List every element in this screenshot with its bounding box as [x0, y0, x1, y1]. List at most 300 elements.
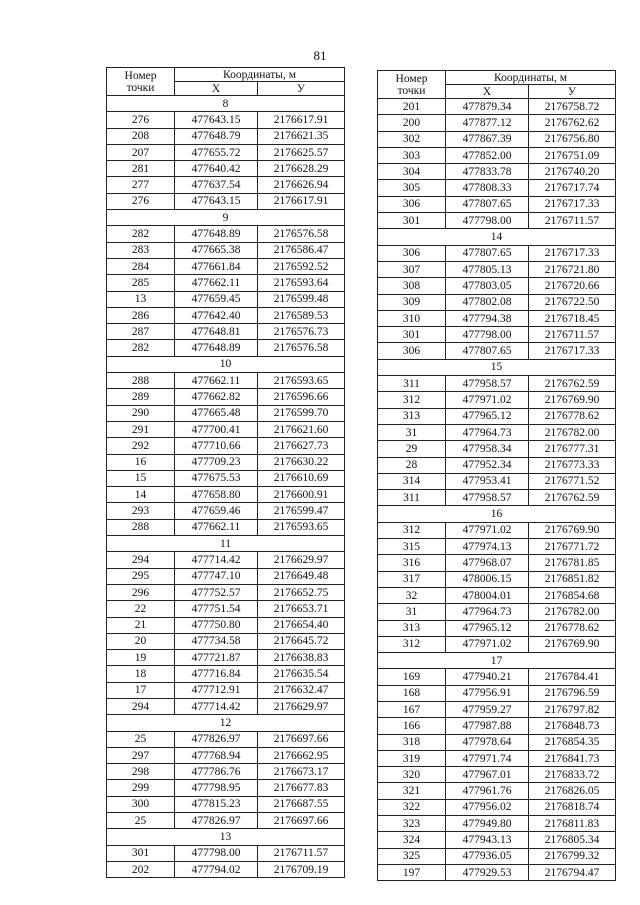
x-coordinate-cell: 477971.02	[446, 522, 529, 538]
group-label: 13	[107, 829, 345, 845]
group-label: 11	[107, 536, 345, 552]
point-number-cell: 300	[107, 796, 175, 812]
point-number-cell: 293	[107, 503, 175, 519]
x-coordinate-cell: 477987.88	[446, 718, 529, 734]
table-row	[378, 555, 616, 571]
x-coordinate-cell: 477929.53	[446, 864, 529, 880]
x-coordinate-cell: 477974.13	[446, 539, 529, 555]
x-coordinate-cell: 478004.01	[446, 587, 529, 603]
point-number-cell: 287	[107, 324, 175, 340]
point-number-cell: 292	[107, 438, 175, 454]
x-coordinate-cell: 477802.08	[446, 294, 529, 310]
y-coordinate-cell: 2176811.83	[529, 816, 616, 832]
table-row	[378, 164, 616, 180]
x-coordinate-cell: 477712.91	[175, 682, 258, 698]
point-number-cell: 167	[378, 701, 446, 717]
group-row	[107, 210, 345, 226]
y-coordinate-cell: 2176740.20	[529, 164, 616, 180]
point-number-cell: 307	[378, 261, 446, 277]
y-coordinate-cell: 2176662.95	[258, 747, 345, 763]
x-coordinate-cell: 477952.34	[446, 457, 529, 473]
x-coordinate-cell: 477662.11	[175, 519, 258, 535]
y-coordinate-cell: 2176673.17	[258, 764, 345, 780]
point-number-cell: 314	[378, 473, 446, 489]
table-row	[107, 291, 345, 307]
y-coordinate-cell: 2176629.97	[258, 552, 345, 568]
x-coordinate-cell: 477747.10	[175, 568, 258, 584]
point-number-cell: 309	[378, 294, 446, 310]
x-coordinate-cell: 477805.13	[446, 261, 529, 277]
x-coordinate-cell: 477956.91	[446, 685, 529, 701]
coordinates-table-right	[377, 70, 616, 881]
x-coordinate-cell: 477953.41	[446, 473, 529, 489]
table-row	[378, 245, 616, 261]
header-point-line2: точки	[397, 84, 426, 97]
table-row	[378, 131, 616, 147]
x-coordinate-cell: 477658.80	[175, 487, 258, 503]
table-row	[107, 112, 345, 128]
y-coordinate-cell: 2176593.65	[258, 373, 345, 389]
point-number-cell: 294	[107, 552, 175, 568]
point-number-cell: 296	[107, 584, 175, 600]
table-row	[107, 764, 345, 780]
y-coordinate-cell: 2176799.32	[529, 848, 616, 864]
point-number-cell: 168	[378, 685, 446, 701]
point-number-cell: 320	[378, 767, 446, 783]
table-row	[107, 747, 345, 763]
y-coordinate-cell: 2176778.62	[529, 620, 616, 636]
table-row	[107, 275, 345, 291]
point-number-cell: 29	[378, 441, 446, 457]
x-coordinate-cell: 477867.39	[446, 131, 529, 147]
table-row	[378, 604, 616, 620]
point-number-cell: 291	[107, 421, 175, 437]
y-coordinate-cell: 2176851.82	[529, 571, 616, 587]
x-coordinate-cell: 477665.38	[175, 242, 258, 258]
x-coordinate-cell: 477714.42	[175, 552, 258, 568]
point-number-cell: 19	[107, 650, 175, 666]
point-number-cell: 14	[107, 487, 175, 503]
point-number-cell: 303	[378, 147, 446, 163]
x-coordinate-cell: 477648.89	[175, 340, 258, 356]
group-label: 15	[378, 359, 616, 375]
y-coordinate-cell: 2176721.80	[529, 261, 616, 277]
y-coordinate-cell: 2176576.73	[258, 324, 345, 340]
x-coordinate-cell: 478006.15	[446, 571, 529, 587]
point-number-cell: 197	[378, 864, 446, 880]
y-coordinate-cell: 2176593.65	[258, 519, 345, 535]
point-number-cell: 312	[378, 636, 446, 652]
x-coordinate-cell: 477956.02	[446, 799, 529, 815]
x-coordinate-cell: 477700.41	[175, 421, 258, 437]
y-coordinate-cell: 2176621.35	[258, 128, 345, 144]
y-coordinate-cell: 2176717.33	[529, 343, 616, 359]
point-number-cell: 298	[107, 764, 175, 780]
x-coordinate-cell: 477752.57	[175, 584, 258, 600]
x-coordinate-cell: 477643.15	[175, 112, 258, 128]
y-coordinate-cell: 2176677.83	[258, 780, 345, 796]
table-row	[107, 161, 345, 177]
point-number-cell: 318	[378, 734, 446, 750]
y-coordinate-cell: 2176781.85	[529, 555, 616, 571]
y-coordinate-cell: 2176782.00	[529, 604, 616, 620]
x-coordinate-cell: 477662.11	[175, 373, 258, 389]
table-row	[378, 522, 616, 538]
y-coordinate-cell: 2176630.22	[258, 454, 345, 470]
point-number-cell: 301	[378, 327, 446, 343]
table-row	[107, 307, 345, 323]
x-coordinate-cell: 477949.80	[446, 816, 529, 832]
point-number-cell: 289	[107, 389, 175, 405]
x-coordinate-cell: 477971.02	[446, 636, 529, 652]
y-coordinate-cell: 2176596.66	[258, 389, 345, 405]
y-coordinate-cell: 2176617.91	[258, 112, 345, 128]
table-row	[378, 278, 616, 294]
header-coordinates: Координаты, м	[446, 71, 616, 85]
table-row	[107, 487, 345, 503]
y-coordinate-cell: 2176848.73	[529, 718, 616, 734]
point-number-cell: 325	[378, 848, 446, 864]
table-row	[107, 650, 345, 666]
y-coordinate-cell: 2176653.71	[258, 601, 345, 617]
x-coordinate-cell: 477714.42	[175, 698, 258, 714]
x-coordinate-cell: 477659.46	[175, 503, 258, 519]
table-row	[378, 441, 616, 457]
table-row	[107, 813, 345, 829]
x-coordinate-cell: 477751.54	[175, 601, 258, 617]
x-coordinate-cell: 477640.42	[175, 161, 258, 177]
y-coordinate-cell: 2176818.74	[529, 799, 616, 815]
table-row	[107, 193, 345, 209]
x-coordinate-cell: 477958.57	[446, 490, 529, 506]
y-coordinate-cell: 2176711.57	[529, 327, 616, 343]
table-row	[107, 226, 345, 242]
x-coordinate-cell: 477965.12	[446, 408, 529, 424]
y-coordinate-cell: 2176826.05	[529, 783, 616, 799]
x-coordinate-cell: 477794.38	[446, 310, 529, 326]
y-coordinate-cell: 2176805.34	[529, 832, 616, 848]
x-coordinate-cell: 477794.02	[175, 861, 258, 877]
y-coordinate-cell: 2176769.90	[529, 392, 616, 408]
y-coordinate-cell: 2176599.48	[258, 291, 345, 307]
header-point-line1: Номер	[395, 72, 428, 85]
y-coordinate-cell: 2176652.75	[258, 584, 345, 600]
x-coordinate-cell: 477721.87	[175, 650, 258, 666]
table-row	[107, 503, 345, 519]
point-number-cell: 295	[107, 568, 175, 584]
y-coordinate-cell: 2176762.59	[529, 490, 616, 506]
x-coordinate-cell: 477710.66	[175, 438, 258, 454]
table-row	[107, 519, 345, 535]
header-point-number	[378, 71, 446, 99]
group-label: 9	[107, 210, 345, 226]
y-coordinate-cell: 2176593.64	[258, 275, 345, 291]
x-coordinate-cell: 477852.00	[446, 147, 529, 163]
y-coordinate-cell: 2176762.62	[529, 115, 616, 131]
y-coordinate-cell: 2176717.33	[529, 196, 616, 212]
group-row	[107, 715, 345, 731]
group-row	[107, 96, 345, 112]
table-row	[107, 454, 345, 470]
x-coordinate-cell: 477807.65	[446, 245, 529, 261]
point-number-cell: 321	[378, 783, 446, 799]
y-coordinate-cell: 2176773.33	[529, 457, 616, 473]
point-number-cell: 276	[107, 193, 175, 209]
table-row	[378, 848, 616, 864]
point-number-cell: 323	[378, 816, 446, 832]
table-row	[107, 258, 345, 274]
y-coordinate-cell: 2176632.47	[258, 682, 345, 698]
point-number-cell: 15	[107, 470, 175, 486]
x-coordinate-cell: 477665.48	[175, 405, 258, 421]
x-coordinate-cell: 477965.12	[446, 620, 529, 636]
y-coordinate-cell: 2176627.73	[258, 438, 345, 454]
table-row	[107, 682, 345, 698]
x-coordinate-cell: 477768.94	[175, 747, 258, 763]
y-coordinate-cell: 2176796.59	[529, 685, 616, 701]
point-number-cell: 285	[107, 275, 175, 291]
point-number-cell: 288	[107, 519, 175, 535]
table-row	[378, 457, 616, 473]
table-row	[107, 421, 345, 437]
group-row	[107, 829, 345, 845]
point-number-cell: 31	[378, 424, 446, 440]
x-coordinate-cell: 477808.33	[446, 180, 529, 196]
x-coordinate-cell: 477709.23	[175, 454, 258, 470]
table-row	[378, 196, 616, 212]
table-row	[378, 424, 616, 440]
point-number-cell: 322	[378, 799, 446, 815]
table-row	[107, 601, 345, 617]
group-row	[378, 229, 616, 245]
y-coordinate-cell: 2176711.57	[258, 845, 345, 861]
x-coordinate-cell: 477798.00	[175, 845, 258, 861]
x-coordinate-cell: 477958.57	[446, 376, 529, 392]
y-coordinate-cell: 2176722.50	[529, 294, 616, 310]
group-row	[107, 356, 345, 372]
table-row	[378, 327, 616, 343]
y-coordinate-cell: 2176717.74	[529, 180, 616, 196]
y-coordinate-cell: 2176718.45	[529, 310, 616, 326]
table-row	[107, 666, 345, 682]
y-coordinate-cell: 2176645.72	[258, 633, 345, 649]
header-coordinates: Координаты, м	[175, 68, 345, 82]
point-number-cell: 282	[107, 226, 175, 242]
header-point-line1: Номер	[124, 69, 157, 82]
y-coordinate-cell: 2176635.54	[258, 666, 345, 682]
point-number-cell: 281	[107, 161, 175, 177]
coordinates-table-left	[106, 67, 345, 878]
table-row	[107, 177, 345, 193]
table-row	[378, 799, 616, 815]
y-coordinate-cell: 2176687.55	[258, 796, 345, 812]
x-coordinate-cell: 477959.27	[446, 701, 529, 717]
group-row	[107, 536, 345, 552]
group-row	[378, 359, 616, 375]
point-number-cell: 20	[107, 633, 175, 649]
point-number-cell: 166	[378, 718, 446, 734]
x-coordinate-cell: 477826.97	[175, 813, 258, 829]
table-row	[378, 310, 616, 326]
group-label: 16	[378, 506, 616, 522]
x-coordinate-cell: 477798.95	[175, 780, 258, 796]
point-number-cell: 22	[107, 601, 175, 617]
x-coordinate-cell: 477643.15	[175, 193, 258, 209]
table-row	[378, 376, 616, 392]
table-row	[378, 620, 616, 636]
x-coordinate-cell: 477750.80	[175, 617, 258, 633]
y-coordinate-cell: 2176629.97	[258, 698, 345, 714]
group-label: 10	[107, 356, 345, 372]
table-row	[107, 340, 345, 356]
y-coordinate-cell: 2176778.62	[529, 408, 616, 424]
table-row	[107, 389, 345, 405]
y-coordinate-cell: 2176586.47	[258, 242, 345, 258]
y-coordinate-cell: 2176600.91	[258, 487, 345, 503]
point-number-cell: 313	[378, 408, 446, 424]
y-coordinate-cell: 2176697.66	[258, 731, 345, 747]
y-coordinate-cell: 2176610.69	[258, 470, 345, 486]
y-coordinate-cell: 2176777.31	[529, 441, 616, 457]
point-number-cell: 306	[378, 196, 446, 212]
table-body-right	[378, 99, 616, 881]
table-row	[378, 490, 616, 506]
x-coordinate-cell: 477648.79	[175, 128, 258, 144]
table-row	[378, 669, 616, 685]
table-row	[107, 552, 345, 568]
group-label: 8	[107, 96, 345, 112]
point-number-cell: 317	[378, 571, 446, 587]
point-number-cell: 207	[107, 144, 175, 160]
point-number-cell: 306	[378, 245, 446, 261]
y-coordinate-cell: 2176711.57	[529, 213, 616, 229]
y-coordinate-cell: 2176751.09	[529, 147, 616, 163]
table-row	[107, 438, 345, 454]
y-coordinate-cell: 2176599.47	[258, 503, 345, 519]
point-number-cell: 283	[107, 242, 175, 258]
x-coordinate-cell: 477968.07	[446, 555, 529, 571]
x-coordinate-cell: 477798.00	[446, 327, 529, 343]
y-coordinate-cell: 2176589.53	[258, 307, 345, 323]
y-coordinate-cell: 2176709.19	[258, 861, 345, 877]
x-coordinate-cell: 477803.05	[446, 278, 529, 294]
page-number: 81	[313, 48, 327, 63]
y-coordinate-cell: 2176782.00	[529, 424, 616, 440]
x-coordinate-cell: 477661.84	[175, 258, 258, 274]
point-number-cell: 16	[107, 454, 175, 470]
y-coordinate-cell: 2176628.29	[258, 161, 345, 177]
y-coordinate-cell: 2176638.83	[258, 650, 345, 666]
point-number-cell: 288	[107, 373, 175, 389]
table-row	[107, 144, 345, 160]
table-row	[378, 571, 616, 587]
x-coordinate-cell: 477943.13	[446, 832, 529, 848]
x-coordinate-cell: 477716.84	[175, 666, 258, 682]
point-number-cell: 315	[378, 539, 446, 555]
table-row	[107, 568, 345, 584]
point-number-cell: 304	[378, 164, 446, 180]
point-number-cell: 282	[107, 340, 175, 356]
table-row	[378, 180, 616, 196]
table-row	[378, 213, 616, 229]
point-number-cell: 286	[107, 307, 175, 323]
table-row	[378, 147, 616, 163]
point-number-cell: 313	[378, 620, 446, 636]
y-coordinate-cell: 2176697.66	[258, 813, 345, 829]
header-x: X	[446, 85, 529, 99]
y-coordinate-cell: 2176854.35	[529, 734, 616, 750]
header-y: У	[258, 82, 345, 96]
point-number-cell: 200	[378, 115, 446, 131]
point-number-cell: 305	[378, 180, 446, 196]
point-number-cell: 201	[378, 99, 446, 115]
y-coordinate-cell: 2176841.73	[529, 750, 616, 766]
y-coordinate-cell: 2176617.91	[258, 193, 345, 209]
x-coordinate-cell: 477826.97	[175, 731, 258, 747]
point-number-cell: 311	[378, 376, 446, 392]
table-row	[378, 261, 616, 277]
x-coordinate-cell: 477967.01	[446, 767, 529, 783]
table-row	[378, 408, 616, 424]
group-row	[378, 506, 616, 522]
y-coordinate-cell: 2176758.72	[529, 99, 616, 115]
x-coordinate-cell: 477807.65	[446, 343, 529, 359]
table-row	[107, 633, 345, 649]
x-coordinate-cell: 477637.54	[175, 177, 258, 193]
point-number-cell: 290	[107, 405, 175, 421]
point-number-cell: 13	[107, 291, 175, 307]
x-coordinate-cell: 477798.00	[446, 213, 529, 229]
y-coordinate-cell: 2176599.70	[258, 405, 345, 421]
point-number-cell: 276	[107, 112, 175, 128]
x-coordinate-cell: 477936.05	[446, 848, 529, 864]
header-x: X	[175, 82, 258, 96]
table-row	[378, 473, 616, 489]
y-coordinate-cell: 2176621.60	[258, 421, 345, 437]
x-coordinate-cell: 477662.82	[175, 389, 258, 405]
x-coordinate-cell: 477675.53	[175, 470, 258, 486]
header-point-number	[107, 68, 175, 96]
point-number-cell: 310	[378, 310, 446, 326]
table-row	[107, 128, 345, 144]
point-number-cell: 32	[378, 587, 446, 603]
table-row	[378, 343, 616, 359]
table-row	[107, 861, 345, 877]
table-row	[378, 587, 616, 603]
point-number-cell: 319	[378, 750, 446, 766]
header-y: У	[529, 85, 616, 99]
table-row	[378, 701, 616, 717]
y-coordinate-cell: 2176854.68	[529, 587, 616, 603]
point-number-cell: 297	[107, 747, 175, 763]
table-row	[378, 294, 616, 310]
x-coordinate-cell: 477879.34	[446, 99, 529, 115]
x-coordinate-cell: 477971.02	[446, 392, 529, 408]
x-coordinate-cell: 477964.73	[446, 424, 529, 440]
table-row	[378, 816, 616, 832]
table-row	[378, 832, 616, 848]
table-row	[378, 392, 616, 408]
table-row	[378, 539, 616, 555]
table-row	[107, 698, 345, 714]
x-coordinate-cell: 477642.40	[175, 307, 258, 323]
point-number-cell: 301	[107, 845, 175, 861]
y-coordinate-cell: 2176626.94	[258, 177, 345, 193]
y-coordinate-cell: 2176771.52	[529, 473, 616, 489]
point-number-cell: 308	[378, 278, 446, 294]
y-coordinate-cell: 2176592.52	[258, 258, 345, 274]
x-coordinate-cell: 477964.73	[446, 604, 529, 620]
